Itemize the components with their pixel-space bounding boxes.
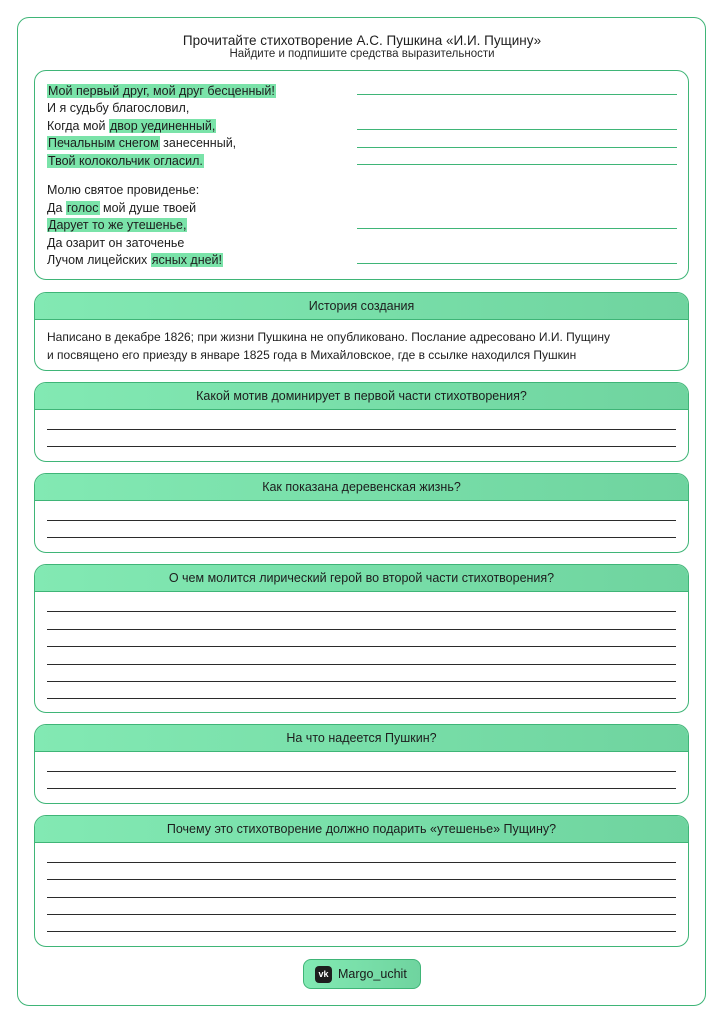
worksheet-subtitle: Найдите и подпишите средства выразительности [229,48,495,60]
question-heading: О чем молится лирический герой во второй части стихотворения? [35,565,688,592]
writing-line[interactable] [47,681,676,682]
answer-line[interactable] [357,228,677,229]
writing-line[interactable] [47,446,676,447]
highlight: Твой колокольчик огласил. [48,154,203,168]
history-heading: История создания [35,293,688,320]
highlight: голос [66,201,99,215]
question-card-5 [34,815,689,947]
writing-line[interactable] [47,537,676,538]
poem-line [47,217,187,233]
writing-line[interactable] [47,879,676,880]
writing-line[interactable] [47,698,676,699]
writing-line[interactable] [47,646,676,647]
question-heading: На что надеется Пушкин? [35,725,688,752]
author-handle: Margo_uchit [338,967,407,981]
question-card-4 [34,724,689,804]
writing-line[interactable] [47,788,676,789]
vk-logo-icon: vk [315,966,332,983]
answer-line[interactable] [357,147,677,148]
writing-line[interactable] [47,914,676,915]
poem-line: Молю святое провиденье: [47,183,200,197]
highlight: Мой первый друг, мой друг бесценный! [48,84,275,98]
highlight: Дарует то же утешенье, [48,218,187,232]
worksheet-title: Прочитайте стихотворение А.С. Пушкина «И.И. Пущину» [182,33,542,48]
answer-line[interactable] [357,94,677,95]
writing-line[interactable] [47,611,676,612]
answer-line[interactable] [357,263,677,264]
answer-line[interactable] [357,164,677,165]
history-text: Написано в декабре 1826; при жизни Пушкина не опубликовано. Послание адресовано И.И. Пущину и посвящено его приезду в январе 1825 года в Михайловское, где в ссылке находился Пушкин [47,330,610,362]
answer-line[interactable] [357,129,677,130]
highlight: Печальным снегом [48,136,159,150]
poem-line [47,153,204,169]
poem-line: Да озарит он заточенье [47,236,185,250]
writing-line[interactable] [47,771,676,772]
writing-line[interactable] [47,664,676,665]
history-card [34,292,689,371]
author-badge[interactable] [303,959,421,989]
question-heading: Почему это стихотворение должно подарить «утешенье» Пущину? [35,816,688,843]
question-card-3 [34,564,689,713]
poem-line: И я судьбу благословил, [47,101,190,115]
writing-line[interactable] [47,520,676,521]
writing-line[interactable] [47,897,676,898]
question-heading: Как показана деревенская жизнь? [35,474,688,501]
writing-line[interactable] [47,629,676,630]
writing-line[interactable] [47,931,676,932]
writing-line[interactable] [47,862,676,863]
poem-box [34,70,689,280]
highlight: двор уединенный, [109,119,216,133]
question-card-2 [34,473,689,553]
poem-line: Когда мой двор уединенный, [47,119,216,133]
writing-line[interactable] [47,429,676,430]
question-heading: Какой мотив доминирует в первой части стихотворения? [35,383,688,410]
poem-line: Лучом лицейских ясных дней! [47,253,223,267]
poem-line: Да голос мой душе твоей [47,201,197,215]
question-card-1 [34,382,689,462]
poem-line [47,83,276,99]
poem-line: Печальным снегом занесенный, [48,136,237,150]
highlight: ясных дней! [151,253,223,267]
